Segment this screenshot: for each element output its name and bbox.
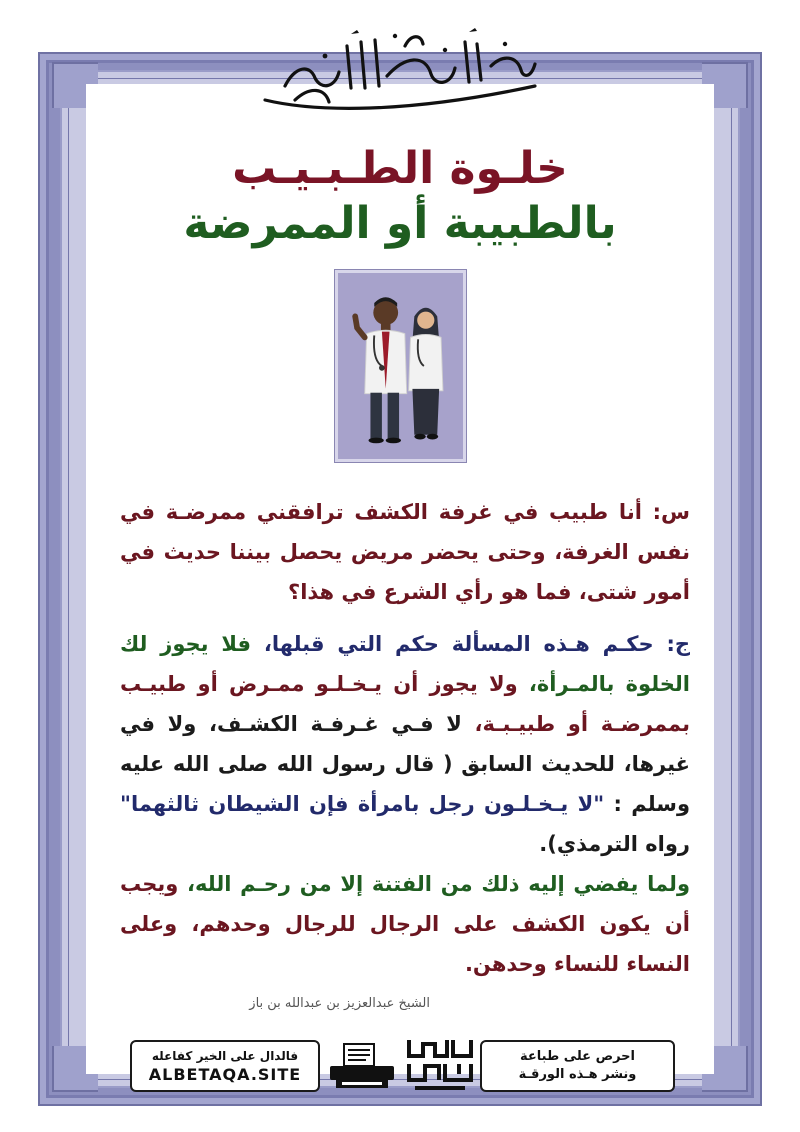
footer-slogan: فالدال على الخير كفاعله	[151, 1048, 299, 1063]
printer-icon	[326, 1040, 398, 1092]
answer-part4: لا فـي غـرفـة الكشـف، ولا في غيرها،	[120, 712, 690, 776]
answer-part2: فلا يجوز لك الخلوة بالمـرأة،	[120, 632, 690, 696]
footer-print-box	[480, 1040, 675, 1092]
albetaqa-logo	[405, 1036, 475, 1096]
answer-part3: ولا يجوز أن يـخـلـو ممـرض أو طبيـب بممرضـة أو طبيـبـة،	[120, 672, 691, 736]
conclusion-part1: ولما يفضي إليه ذلك من الفتنة إلا من رحـم الله،	[178, 872, 690, 896]
footer-print-line1: احرص على طباعة	[520, 1049, 635, 1064]
conclusion-paragraph	[120, 864, 690, 984]
question-paragraph: س: أنا طبيب في غرفة الكشف ترافقني ممرضـة في نفس الغرفة، وحتى يحضر مريض يحصل بيننا حديث في أمور شتى، فما هو رأي الشرع في هذا؟	[120, 500, 690, 604]
footer-website-box	[130, 1040, 320, 1092]
page-title-line1: خلـوة الطـبـيـب	[232, 143, 568, 194]
page-title-line2: بالطبيبة أو الممرضة	[183, 198, 617, 249]
footer-website[interactable]: ALBETAQA.SITE	[148, 1064, 302, 1084]
hadith-quote: "لا يـخـلـون رجل بامرأة فإن الشيطان ثالثهما"	[120, 792, 605, 816]
source-attribution: الشيخ عبدالعزيز بن عبدالله بن باز	[249, 996, 430, 1011]
basmala-calligraphy	[255, 16, 545, 116]
answer-part7: رواه الترمذي).	[539, 832, 690, 856]
doctor-and-nurse-icon	[335, 270, 466, 462]
answer-part5: للحديث السابق ( قال رسول الله صلى الله عليه وسلم :	[120, 752, 691, 816]
conclusion-part2: ويجب أن يكون الكشف على الرجال للرجال وحدهم، وعلى النساء للنساء وحدهن.	[120, 872, 690, 976]
answer-paragraph	[120, 624, 690, 864]
footer-print-line2: ونشر هـذه الورقـة	[518, 1067, 637, 1082]
answer-part1: ج: حكـم هـذه المسألة حكم التي قبلها،	[251, 632, 690, 656]
article-body	[120, 492, 690, 984]
